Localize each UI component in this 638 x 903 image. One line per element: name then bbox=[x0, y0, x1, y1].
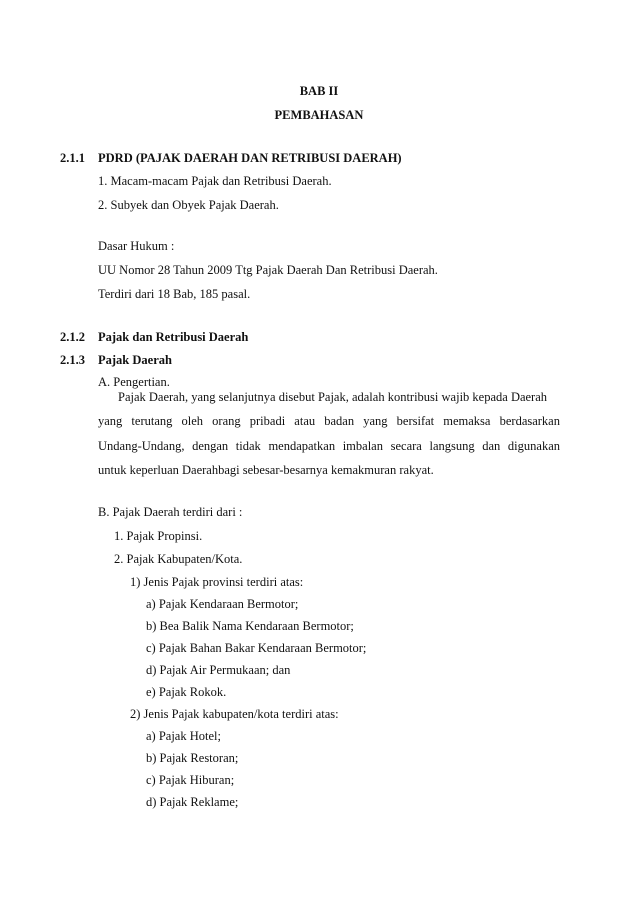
legal-basis-label: Dasar Hukum : bbox=[98, 239, 175, 253]
list-item: 2. Subyek dan Obyek Pajak Daerah. bbox=[98, 198, 279, 212]
sublist-label: 2) Jenis Pajak kabupaten/kota terdiri atas: bbox=[130, 707, 339, 721]
section-number: 2.1.2 bbox=[60, 330, 85, 344]
list-item: 2. Pajak Kabupaten/Kota. bbox=[114, 552, 243, 566]
subsection-label: A. Pengertian. bbox=[98, 375, 170, 389]
list-item: d) Pajak Air Permukaan; dan bbox=[146, 663, 291, 677]
paragraph-line: Undang-Undang, dengan tidak mendapatkan imbalan secara langsung dan digunakan bbox=[98, 439, 560, 453]
list-item: d) Pajak Reklame; bbox=[146, 795, 239, 809]
legal-basis-detail: Terdiri dari 18 Bab, 185 pasal. bbox=[98, 287, 251, 301]
chapter-label: BAB II bbox=[299, 84, 339, 98]
paragraph-line: yang terutang oleh orang pribadi atau badan yang bersifat memaksa berdasarkan bbox=[98, 414, 560, 428]
subsection-label: B. Pajak Daerah terdiri dari : bbox=[98, 505, 243, 519]
section-number: 2.1.1 bbox=[60, 151, 85, 165]
list-item: a) Pajak Kendaraan Bermotor; bbox=[146, 597, 299, 611]
list-item: c) Pajak Bahan Bakar Kendaraan Bermotor; bbox=[146, 641, 367, 655]
list-item: a) Pajak Hotel; bbox=[146, 729, 221, 743]
chapter-title: PEMBAHASAN bbox=[274, 108, 364, 122]
legal-basis-text: UU Nomor 28 Tahun 2009 Ttg Pajak Daerah Dan Retribusi Daerah. bbox=[98, 263, 438, 277]
list-item: e) Pajak Rokok. bbox=[146, 685, 227, 699]
list-item: 1. Macam-macam Pajak dan Retribusi Daerah. bbox=[98, 174, 332, 188]
section-title: Pajak dan Retribusi Daerah bbox=[98, 330, 249, 344]
list-item: b) Pajak Restoran; bbox=[146, 751, 239, 765]
paragraph-line: Pajak Daerah, yang selanjutnya disebut Pajak, adalah kontribusi wajib kepada Daerah bbox=[118, 390, 548, 404]
section-number: 2.1.3 bbox=[60, 353, 85, 367]
list-item: c) Pajak Hiburan; bbox=[146, 773, 235, 787]
paragraph-line: untuk keperluan Daerahbagi sebesar-besarnya kemakmuran rakyat. bbox=[98, 463, 434, 477]
section-title: Pajak Daerah bbox=[98, 353, 172, 367]
list-item: b) Bea Balik Nama Kendaraan Bermotor; bbox=[146, 619, 354, 633]
section-title: PDRD (PAJAK DAERAH DAN RETRIBUSI DAERAH) bbox=[98, 151, 402, 165]
sublist-label: 1) Jenis Pajak provinsi terdiri atas: bbox=[130, 575, 304, 589]
list-item: 1. Pajak Propinsi. bbox=[114, 529, 203, 543]
